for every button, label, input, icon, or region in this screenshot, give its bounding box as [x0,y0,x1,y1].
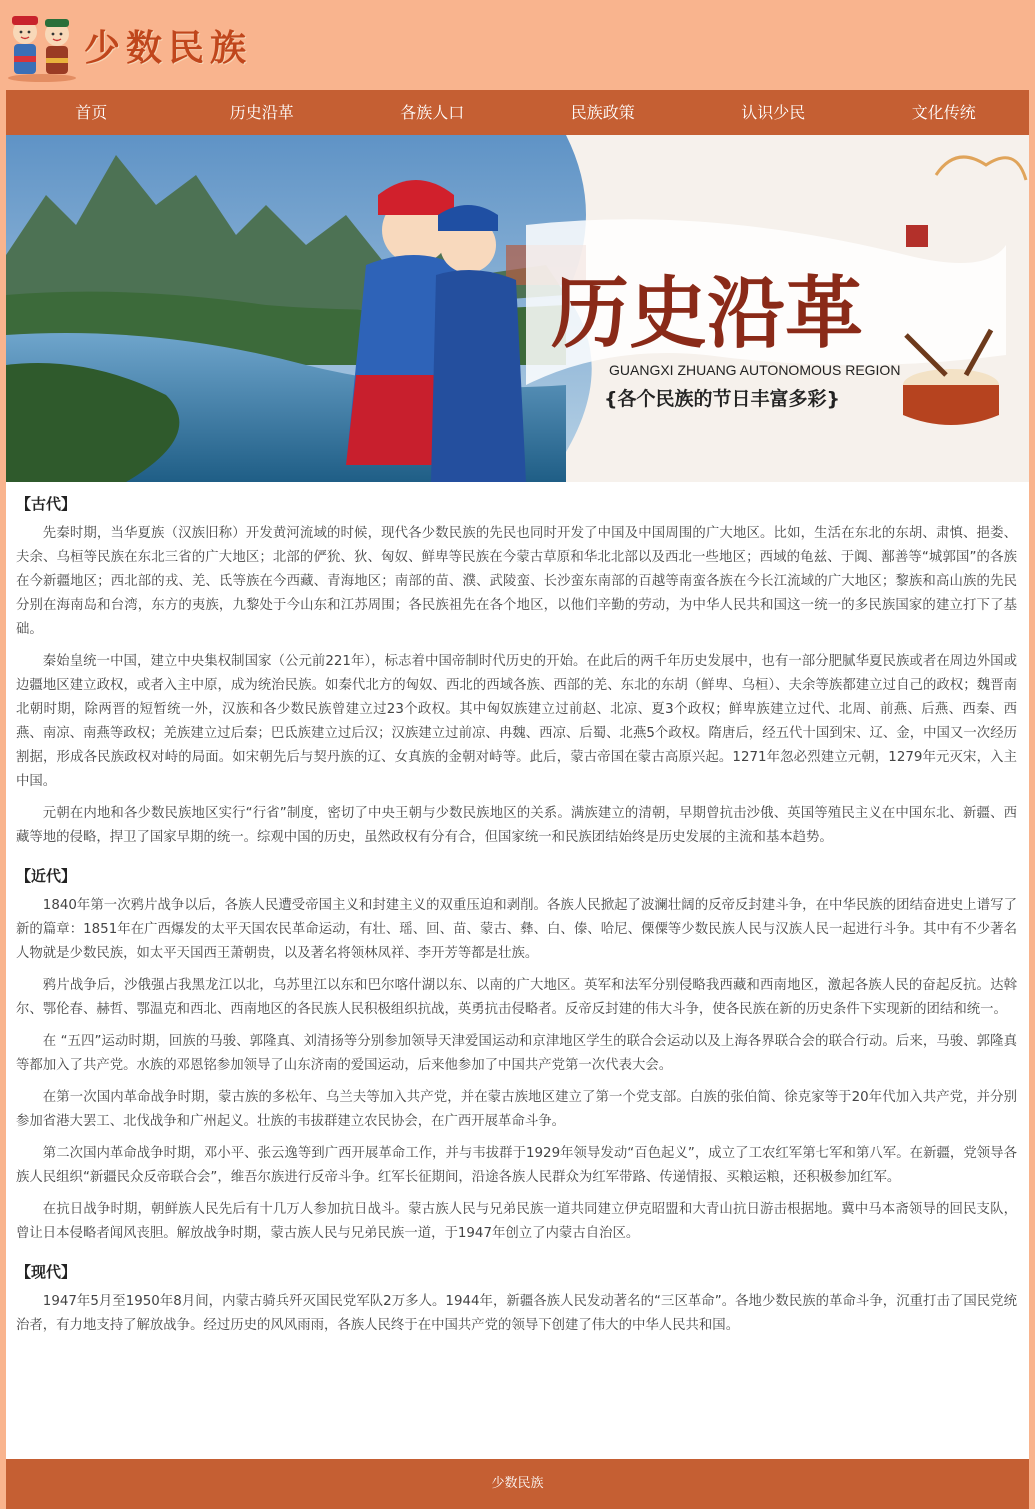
logo-figures-icon [6,6,78,82]
nav-item-culture[interactable]: 文化传统 [911,103,976,122]
banner-title: 历史沿革 [551,268,864,359]
section-title: 【现代】 [16,1263,77,1281]
banner-image [6,135,1029,482]
section-title: 【近代】 [16,867,77,885]
paragraph: 鸦片战争后，沙俄强占我黑龙江以北，乌苏里江以东和巴尔喀什湖以东、以南的广大地区。英军和法军分别侵略我西藏和西南地区，激起各族人民的奋起反抗。达斡尔、鄂伦春、赫哲、鄂温克和西北、西南地区的各民族人民积极组织抗战，英勇抗击侵略者。反帝反封建的伟大斗争，使各民族在新的历史条件下实现新的团结和统一。 [16,978,1017,1017]
nav-item-know-minorities[interactable]: 认识少民 [741,103,806,122]
banner-illustration [6,135,1029,482]
nav-item-policy[interactable]: 民族政策 [570,103,635,122]
section-title: 【古代】 [16,495,77,513]
banner-subtitle-en: GUANGXI ZHUANG AUTONOMOUS REGION [609,362,901,378]
paragraph: 在 “五四”运动时期，回族的马骏、郭隆真、刘清扬等分别参加领导天津爱国运动和京津地区学生的联合会运动以及上海各界联合会的联合行动。后来，马骏、郭隆真等都加入了共产党。水族的邓恩铭参加领导了山东济南的爱国运动，后来他参加了中国共产党第一次代表大会。 [16,1034,1017,1073]
paragraph: 1840年第一次鸦片战争以后，各族人民遭受帝国主义和封建主义的双重压迫和剥削。各族人民掀起了波澜壮阔的反帝反封建斗争，在中华民族的团结奋进史上谱写了新的篇章：1851年在广西爆发的太平天国农民革命运动，有壮、瑶、回、苗、蒙古、彝、白、傣、哈尼、傈僳等少数民族人民与汉族人民一起进行斗争。其中有不少著名人物就是少数民族，如太平天国西王萧朝贵，以及著名将领林凤祥、李开芳等都是壮族。 [16,898,1017,961]
section-modern-era [16,864,1017,1246]
paragraph: 元朝在内地和各少数民族地区实行“行省”制度，密切了中央王朝与少数民族地区的关系。满族建立的清朝，早期曾抗击沙俄、英国等殖民主义在中国东北、新疆、西藏等地的侵略，捍卫了国家早期的统一。综观中国的历史，虽然政权有分有合，但国家统一和民族团结始终是历史发展的主流和基本趋势。 [16,806,1017,845]
paragraph: 1947年5月至1950年8月间，内蒙古骑兵歼灭国民党军队2万多人。1944年，新疆各族人民发动著名的“三区革命”。各地少数民族的革命斗争，沉重打击了国民党统治者，有力地支持了解放战争。经过历史的风风雨雨，各族人民终于在中国共产党的领导下创建了伟大的中华人民共和国。 [16,1294,1017,1333]
paragraph: 先秦时期，当华夏族（汉族旧称）开发黄河流域的时候，现代各少数民族的先民也同时开发了中国及中国周围的广大地区。比如，生活在东北的东胡、肃慎、挹娄、夫余、乌桓等民族在东北三省的广大地区；北部的俨狁、狄、匈奴、鲜卑等民族在今蒙古草原和华北北部以及西北一些地区；西域的龟兹、于阗、鄯善等“城郭国”的各族在今新疆地区；西北部的戎、羌、氐等族在今西藏、青海地区；南部的苗、濮、武陵蛮、长沙蛮东南部的百越等南蛮各族在今长江流域的广大地区；黎族和高山族的先民分别在海南岛和台湾，东方的夷族，九黎处于今山东和江苏周围；各民族祖先在各个地区，以他们辛勤的劳动，为中华人民共和国这一统一的多民族国家的建立打下了基础。 [16,526,1017,637]
paragraph: 在第一次国内革命战争时期，蒙古族的多松年、乌兰夫等加入共产党，并在蒙古族地区建立了第一个党支部。白族的张伯简、徐克家等于20年代加入共产党，并分别参加省港大罢工、北伐战争和广州起义。壮族的韦拔群建立农民协会，在广西开展革命斗争。 [16,1090,1017,1129]
main-nav [6,90,1029,135]
paragraph: 秦始皇统一中国，建立中央集权制国家（公元前221年），标志着中国帝制时代历史的开始。在此后的两千年历史发展中，也有一部分肥腻华夏民族或者在周边外国或边疆地区建立政权，或者入主中原，成为统治民族。如秦代北方的匈奴、西北的西域各族、西部的羌、东北的东胡（鲜卑、乌桓）、夫余等族都建立过自己的政权；魏晋南北朝时期，除两晋的短暂统一外，汉族和各少数民族曾建立过23个政权。其中匈奴族建立过前赵、北凉、夏3个政权；鲜卑族建立过代、北周、前燕、后燕、西秦、西燕、南凉、南燕等政权；羌族建立过后秦；巴氐族建立过后汉；汉族建立过前凉、冉魏、西凉、后蜀、北燕5个政权。隋唐后，经五代十国到宋、辽、金，中国又一次经历割据，形成各民族政权对峙的局面。如宋朝先后与契丹族的辽、女真族的金朝对峙等。此后，蒙古帝国在蒙古高原兴起。1271年忽必烈建立元朝，1279年元灭宋，入主中国。 [16,654,1017,789]
nav-item-history[interactable]: 历史沿革 [229,103,294,122]
footer: 少数民族 [6,1459,1029,1509]
paragraph: 在抗日战争时期，朝鲜族人民先后有十几万人参加抗日战斗。蒙古族人民与兄弟民族一道共同建立伊克昭盟和大青山抗日游击根据地。冀中马本斋领导的回民支队，曾让日本侵略者闻风丧胆。解放战争时期，蒙古族人民与兄弟民族一道，于1947年创立了内蒙古自治区。 [16,1202,1017,1241]
site-title: 少数民族 [84,27,253,69]
section-contemporary [16,1260,1017,1338]
banner-subtitle-cn: {各个民族的节日丰富多彩} [604,388,841,410]
section-ancient [16,492,1017,850]
header [0,0,1035,90]
nav-item-home[interactable]: 首页 [75,103,108,122]
nav-item-population[interactable]: 各族人口 [400,103,465,122]
paragraph: 第二次国内革命战争时期，邓小平、张云逸等到广西开展革命工作，并与韦拔群于1929年领导发动“百色起义”，成立了工农红军第七军和第八军。在新疆，党领导各族人民组织“新疆民众反帝联合会”，维吾尔族进行反帝斗争。红军长征期间，沿途各族人民群众为红军带路、传递情报、买粮运粮，还积极参加红军。 [16,1146,1017,1185]
main-content [6,482,1029,1459]
